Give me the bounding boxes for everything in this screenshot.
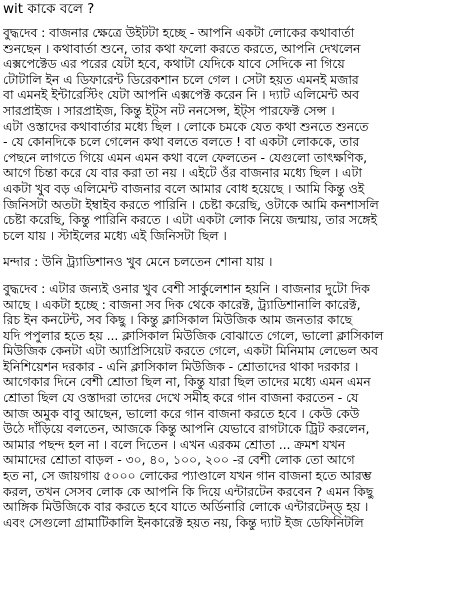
text-line: আমাদের শ্রোতা বাড়ল - ৩০, ৪০, ১০০, ২০০ -র বেশী লোক তো আগে bbox=[3, 452, 355, 468]
text-line: আগে চিন্তা করে যে বার করা তা নয় । এইটে ওঁর বাজনার মধ্যে ছিল । এটা bbox=[3, 165, 362, 181]
text-line: পেছনে লাগতে গিয়ে এমন এমন কথা বলে ফেলতেন - যেগুলো তাৎক্ষণিক, bbox=[3, 149, 367, 165]
text-line: হত না, সে জায়গায় ৫০০০ লোকের প্যাণ্ডালে যখন গান বাজনা হতে আরম্ভ bbox=[3, 468, 372, 484]
text-line: মিউজিক কেনটা এটা অ্যাপ্রিসিয়েট করতে গেলে, একটা মিনিমাম লেভেল অব bbox=[3, 343, 379, 359]
text-line: আজ অমুক বাবু আছেন, ভালো করে গান বাজনা করতে হবে । কেউ কেউ bbox=[3, 405, 360, 421]
text-line: টোটালি ইন এ ডিফারেন্ট ডিরেকশান চলে গেল । সেটা হয়ত এমনই মজার bbox=[3, 71, 359, 87]
text-line: করল, তখন সেসব লোক কে আপনি কি দিয়ে এন্টারটেন করবেন ? এমন কিছু bbox=[3, 483, 374, 499]
text-line: যদি পপুলার হতে হয় ... ক্লাসিকাল মিউজিক বোঝাতে গেলে, ভালো ক্লাসিকাল bbox=[3, 327, 384, 343]
text-line: শ্রোতা ছিল যে ওস্তাদরা তাদের দেখে সমীহ করে গান বাজনা করতেন - যে bbox=[3, 390, 359, 406]
text-line: - যে কোনদিকে চলে গেলেন কথা বলতে বলতে ! বা একটা লোককে, তার bbox=[3, 134, 360, 150]
text-line: একটা খুব বড় এলিমেন্ট বাজনার বলে আমার বোধ হয়েছে । আমি কিন্তু ওই bbox=[3, 180, 365, 196]
document-title: wit কাকে বলে ? bbox=[3, 1, 95, 17]
text-line: বুদ্ধদেব : এটার জন্যই ওনার খুব বেশী সার্কুলেশান হয়নি । বাজনার দুটো দিক bbox=[3, 280, 370, 296]
text-line: শুনছেন । কথাবার্তা শুনে, তার কথা ফলো করতে করতে, আপনি দেখলেন bbox=[3, 40, 361, 56]
text-line: বুদ্ধদেব : বাজনার ক্ষেত্রে উইটটা হচ্ছে - আপনি একটা লোকের কথাবার্তা bbox=[3, 25, 355, 40]
document-body bbox=[3, 25, 453, 530]
text-line: আছে । একটা হচ্ছে : বাজনা সব দিক থেকে কারেক্ট, ট্র্যাডিশানালি কারেক্ট, bbox=[3, 296, 361, 312]
text-line: আগেকার দিনে বেশী শ্রোতা ছিল না, কিন্তু যারা ছিল তাদের মধ্যে এমন এমন bbox=[3, 374, 371, 390]
text-line: চেষ্টা করেছি, কিন্তু পারিনি করতে । এটা একটা লোক নিয়ে জন্মায়, তার সঙ্গেই bbox=[3, 212, 377, 228]
text-line: রিচ ইন কনটেন্ট, সব কিছু । কিন্তু ক্লাসিকাল মিউজিক আম জনতার কাছে bbox=[3, 312, 353, 328]
paragraph bbox=[3, 281, 453, 531]
text-line: আমার পছন্দ হল না । বলে দিতেন । এখন এরকম শ্রোতা ... ক্রমশ যখন bbox=[3, 436, 346, 452]
text-line: এটা ওস্তাদের কথাবার্তার মধ্যে ছিল । লোকে চমকে যেত কথা শুনতে শুনতে bbox=[3, 118, 369, 134]
paragraph bbox=[3, 25, 453, 243]
text-line: জিনিসটা অতটা ইম্বাইব করতে পারিনি । চেষ্টা করেছি, ওটাকে আমি কনশাসলি bbox=[3, 196, 379, 212]
text-line: এক্সপেক্টেড এর পরের যেটা হবে, কথাটা যেদিকে যাবে সেদিকে না গিয়ে bbox=[3, 56, 345, 72]
text-line: সারপ্রাইজ । সারপ্রাইজ, কিন্তু ইট্স নট ননসেন্স, ইট্স পারফেক্ট সেন্স । bbox=[3, 102, 335, 118]
text-line: চলে যায় । স্টাইলের মধ্যে এই জিনিসটা ছিল । bbox=[3, 227, 227, 243]
text-line: ইনিশিয়েশন দরকার - এনি ক্লাসিকাল মিউজিক - শ্রোতাদের থাকা দরকার । bbox=[3, 358, 359, 374]
text-line: উঠে দাঁড়িয়ে বলতেন, আজকে কিন্তু আপনি যেভাবে রাগটাকে ট্রিট করলেন, bbox=[3, 421, 370, 437]
text-line: আঙ্গিক মিউজিকে বার করতে হবে যাতে অর্ডিনারি লোকে এন্টারটেন্‌ড্ হয় । bbox=[3, 499, 369, 515]
text-line: এবং সেগুলো গ্রামাটিকালি ইনকারেক্ট হয়ত নয়, কিন্তু দ্যাট ইজ ডেফিনিটলি bbox=[3, 514, 364, 530]
text-line: মন্দার : উনি ট্র্যাডিশানও খুব মেনে চলতেন শোনা যায় । bbox=[3, 254, 273, 270]
paragraph bbox=[3, 254, 453, 270]
text-line: বা এমনই ইন্টারেস্টিং যেটা আপনি এক্সপেক্ট করেন নি । দ্যাট এলিমেন্ট অব bbox=[3, 87, 360, 103]
